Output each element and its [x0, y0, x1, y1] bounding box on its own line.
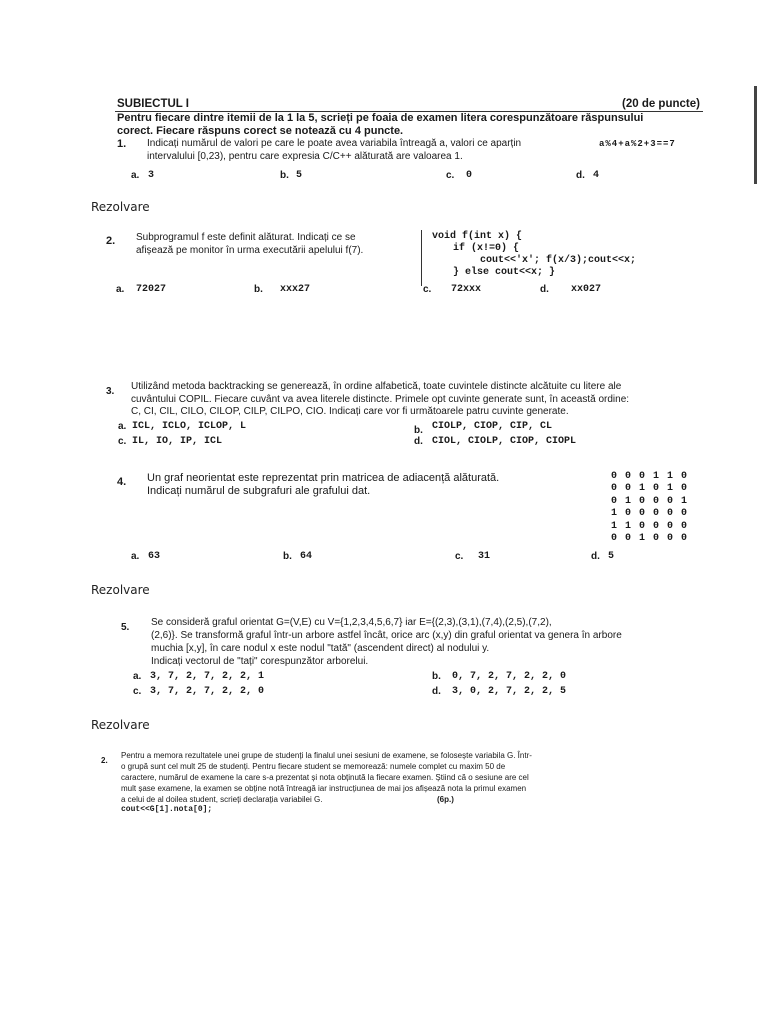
q5-number: 5.: [121, 622, 130, 633]
q1-number: 1.: [117, 138, 127, 150]
q3-options: [0, 421, 768, 451]
instructions-line-2: corect. Fiecare răspuns corect se notează cu 4 puncte.: [117, 125, 404, 137]
matrix-row: 1 0 0 0 0 0: [611, 508, 689, 520]
q2-code-divider: [421, 230, 422, 286]
q1-text-1: Indicați numărul de valori pe care le poate avea variabila întreagă a, valori ce aparțin: [147, 138, 522, 149]
q1-text-2: intervalului [0,23), pentru care expresia C/C++ alăturată are valoarea 1.: [147, 151, 463, 162]
q3-text-3: C, CI, CIL, CILO, CILOP, CILP, CILPO, CIO. Indicați care vor fi următoarele patru cuvinte generate.: [131, 406, 569, 417]
q2-code-line-3: cout<<'x'; f(x/3);cout<<x;: [480, 255, 637, 266]
q3-option-d-label: d.: [414, 436, 423, 447]
q2-text-1: Subprogramul f este definit alăturat. Indicați ce se: [136, 232, 356, 243]
q6-text-1: Pentru a memora rezultatele unei grupe de studenți la finalul unei sesiuni de examene, se folosește variabila G. Într-: [121, 751, 532, 760]
section-points: (20 de puncte): [622, 98, 700, 110]
matrix-row: 0 0 1 0 0 0: [611, 533, 689, 545]
q6-code: cout<<G[1].nota[0];: [121, 805, 213, 814]
q5-option-a: 3, 7, 2, 7, 2, 2, 1: [150, 671, 265, 682]
q3-option-a-label: a.: [118, 421, 127, 432]
q1-option-d: 4: [593, 170, 600, 181]
q3-option-b-label: b.: [414, 425, 423, 436]
q6-text-3: caractere, numărul de examene la care s-a prezentat și nota obținută la fiecare examen. Știind că o sesiune are cel: [121, 773, 529, 782]
q4-option-d: 5: [608, 551, 615, 562]
q4-option-b: 64: [300, 551, 313, 562]
matrix-row: 1 1 0 0 0 0: [611, 520, 689, 532]
q3-text-2: cuvântului COPIL. Fiecare cuvânt va avea literele distincte. Primele opt cuvinte generate sunt, în această ordine:: [131, 394, 630, 405]
q4-option-c-label: c.: [455, 551, 464, 562]
q4-number: 4.: [117, 476, 127, 488]
q5-option-c: 3, 7, 2, 7, 2, 2, 0: [150, 686, 265, 697]
q2-number: 2.: [106, 235, 116, 247]
matrix-row: 0 0 0 1 1 0: [611, 471, 689, 482]
q3-option-a: ICL, ICLO, ICLOP, L: [132, 421, 247, 432]
q2-option-b-label: b.: [254, 284, 263, 295]
q3-option-c-label: c.: [118, 436, 127, 447]
section-title: SUBIECTUL I: [117, 98, 189, 110]
q2-option-d: xx027: [571, 284, 602, 295]
q6-number: 2.: [101, 756, 108, 765]
q5-option-a-label: a.: [133, 671, 142, 682]
q2-code-line-1: void f(int x) {: [432, 231, 523, 242]
q4-option-a: 63: [148, 551, 161, 562]
q1-option-d-label: d.: [576, 170, 585, 181]
rezolvare-label-1: Rezolvare: [91, 200, 150, 214]
q2-options: [0, 284, 768, 298]
q5-option-d: 3, 0, 2, 7, 2, 2, 5: [452, 686, 567, 697]
q5-text-2: (2,6)}. Se transformă graful într-un arbore astfel încât, orice arc (x,y) din graful orientat va genera în arbore: [151, 630, 622, 641]
q5-option-d-label: d.: [432, 686, 441, 697]
q4-options: [0, 551, 768, 565]
q5-option-b-label: b.: [432, 671, 441, 682]
q6-text-4: mult șase examene, la examen se obține notă întreagă iar instrucțiunea de mai jos afișează nota la primul examen: [121, 784, 527, 793]
q5-option-b: 0, 7, 2, 7, 2, 2, 0: [452, 671, 567, 682]
q5-text-4: Indicați vectorul de "tați" corespunzător arborelui.: [151, 656, 369, 667]
q4-option-c: 31: [478, 551, 491, 562]
q6-points: (6p.): [437, 795, 454, 804]
q1-options: [0, 170, 768, 184]
q4-adjacency-matrix: [611, 471, 688, 545]
q4-text-2: Indicați numărul de subgrafuri ale grafului dat.: [147, 485, 371, 497]
q5-text-1: Se consideră graful orientat G=(V,E) cu V={1,2,3,4,5,6,7} iar E={(2,3),(3,1),(7,4),(2,5),(7,2),: [151, 617, 552, 628]
q4-text-1: Un graf neorientat este reprezentat prin matricea de adiacență alăturată.: [147, 472, 500, 484]
q2-option-a-label: a.: [116, 284, 125, 295]
q1-option-a-label: a.: [131, 170, 140, 181]
rezolvare-label-3: Rezolvare: [91, 718, 150, 732]
matrix-row: 0 1 0 0 0 1: [611, 495, 689, 507]
matrix-row: 0 0 1 0 1 0: [611, 483, 689, 495]
q2-option-c: 72xxx: [451, 284, 482, 295]
q2-option-c-label: c.: [423, 284, 432, 295]
q2-option-b: xxx27: [280, 284, 311, 295]
q2-text-2: afișează pe monitor în urma executării apelului f(7).: [136, 245, 364, 256]
q1-option-c: 0: [466, 170, 473, 181]
q3-option-d: CIOL, CIOLP, CIOP, CIOPL: [432, 436, 577, 447]
q2-option-a: 72027: [136, 284, 167, 295]
instructions-line-1: Pentru fiecare dintre itemii de la 1 la 5, scrieți pe foaia de examen litera corespunzătoare răspunsului: [117, 112, 644, 124]
q5-option-c-label: c.: [133, 686, 142, 697]
q1-option-b: 5: [296, 170, 303, 181]
q6-text-2: o grupă sunt cel mult 25 de studenți. Pentru fiecare student se memorează: numele complet cu maxim 50 de: [121, 762, 506, 771]
q3-number: 3.: [106, 386, 115, 397]
q1-expression: a%4+a%2+3==7: [599, 139, 676, 149]
q4-option-d-label: d.: [591, 551, 600, 562]
q1-option-a: 3: [148, 170, 155, 181]
q1-option-b-label: b.: [280, 170, 289, 181]
q2-code-line-4: } else cout<<x; }: [453, 267, 556, 278]
q3-option-b: CIOLP, CIOP, CIP, CL: [432, 421, 553, 432]
q3-text-1: Utilizând metoda backtracking se generează, în ordine alfabetică, toate cuvintele distincte alcătuite cu litere ale: [131, 381, 622, 392]
q6-text-5: a celui de al doilea student, scrieți declarația variabilei G.: [121, 795, 323, 804]
q1-option-c-label: c.: [446, 170, 455, 181]
q2-code-line-2: if (x!=0) {: [453, 243, 520, 254]
q5-text-3: muchia [x,y], în care nodul x este nodul "tată" (ascendent direct) al nodului y.: [151, 643, 490, 654]
q4-option-b-label: b.: [283, 551, 292, 562]
q4-option-a-label: a.: [131, 551, 140, 562]
q3-option-c: IL, IO, IP, ICL: [132, 436, 223, 447]
q5-options: [0, 671, 768, 701]
rezolvare-label-2: Rezolvare: [91, 583, 150, 597]
q2-option-d-label: d.: [540, 284, 549, 295]
